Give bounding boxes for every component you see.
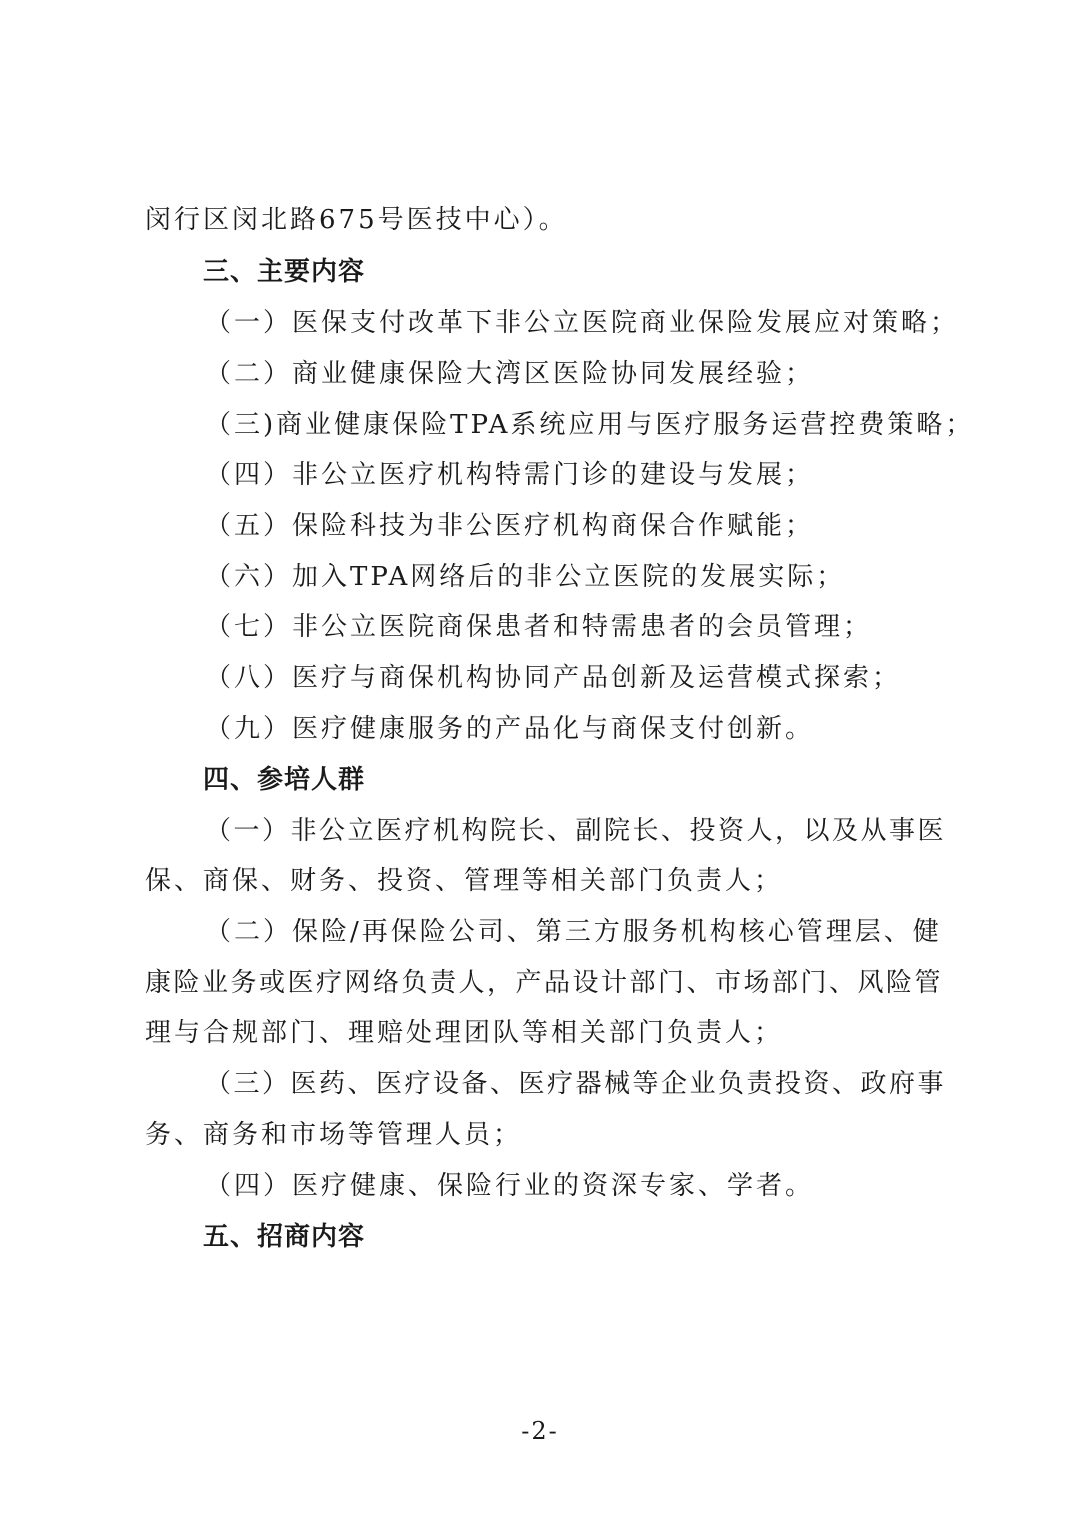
section-3-item-8: （八）医疗与商保机构协同产品创新及运营模式探索； bbox=[205, 663, 902, 693]
section-4-item-2-line-1: （二）保险/再保险公司、第三方服务机构核心管理层、健 bbox=[205, 917, 942, 947]
section-4-heading: 四、参培人群 bbox=[203, 765, 366, 795]
section-4-item-1-line-2: 保、商保、财务、投资、管理等相关部门负责人； bbox=[145, 866, 784, 896]
section-3-heading: 三、主要内容 bbox=[203, 257, 366, 287]
intro-tail-text: 闵行区闵北路675号医技中心）。 bbox=[145, 205, 568, 235]
section-5-heading: 五、招商内容 bbox=[203, 1222, 366, 1252]
section-3-item-9: （九）医疗健康服务的产品化与商保支付创新。 bbox=[205, 714, 815, 744]
section-3-item-4: （四）非公立医疗机构特需门诊的建设与发展； bbox=[205, 460, 815, 490]
section-3-item-5: （五）保险科技为非公医疗机构商保合作赋能； bbox=[205, 511, 815, 541]
page-number: -2- bbox=[521, 1417, 559, 1445]
section-3-item-7: （七）非公立医院商保患者和特需患者的会员管理； bbox=[205, 612, 873, 642]
section-4-item-4-line-1: （四）医疗健康、保险行业的资深专家、学者。 bbox=[205, 1171, 815, 1201]
section-4-item-2-line-2: 康险业务或医疗网络负责人，产品设计部门、市场部门、风险管 bbox=[145, 968, 944, 998]
section-4-item-1-line-1: （一）非公立医疗机构院长、副院长、投资人，以及从事医 bbox=[205, 816, 947, 846]
section-3-item-2: （二）商业健康保险大湾区医险协同发展经验； bbox=[205, 359, 815, 389]
section-3-item-6: （六）加入TPA网络后的非公立医院的发展实际； bbox=[205, 562, 846, 592]
section-4-item-3-line-2: 务、商务和市场等管理人员； bbox=[145, 1120, 523, 1150]
section-4-item-3-line-1: （三）医药、医疗设备、医疗器械等企业负责投资、政府事 bbox=[205, 1069, 947, 1099]
section-3-item-1: （一）医保支付改革下非公立医院商业保险发展应对策略； bbox=[205, 308, 960, 338]
section-4-item-2-line-3: 理与合规部门、理赔处理团队等相关部门负责人； bbox=[145, 1018, 784, 1048]
section-3-item-3: （三)商业健康保险TPA系统应用与医疗服务运营控费策略； bbox=[205, 410, 975, 440]
